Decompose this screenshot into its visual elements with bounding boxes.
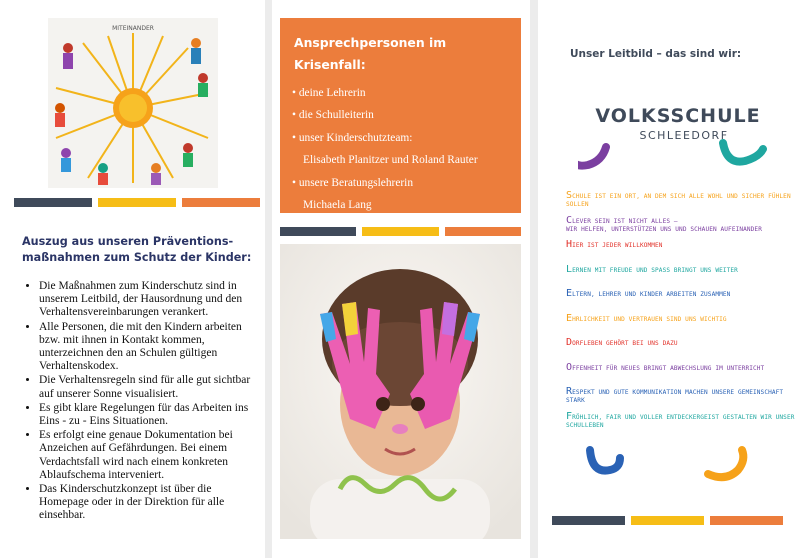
value-initial: O [566, 361, 573, 373]
list-item: • Das Kinderschutzkonzept ist über die Homepage oder in der Direktion für alle einsehbar. [39, 483, 258, 523]
bar-dark [14, 198, 92, 207]
contact-list [292, 82, 517, 216]
value-initial: F [566, 410, 573, 422]
bar-orange [182, 198, 260, 207]
value-item [566, 241, 798, 266]
list-item: • unser Kinderschutzteam: [292, 127, 517, 149]
value-initial: H [566, 239, 573, 250]
value-text: LEVER SEIN IST NICHT ALLES – WIR HELFEN, UNTERSTÜTZEN UNS UND SCHAUEN AUFEINANDER [566, 217, 762, 233]
prevention-list [22, 280, 258, 524]
color-bars [552, 516, 783, 525]
value-item [566, 214, 798, 242]
color-bars [280, 227, 521, 236]
value-item [566, 290, 798, 315]
arc-decoration [568, 438, 778, 488]
bar-orange [445, 227, 521, 236]
list-item: • Alle Personen, die mit den Kindern arbeiten bzw. mit ihnen in Kontakt kommen, unterzeichnen den an Schulen gültigen Verhaltenskodex. [39, 321, 258, 374]
child-painted-hands-image [280, 244, 521, 539]
list-item: • unsere Beratungslehrerin [292, 172, 517, 194]
value-text: RÖHLICH, FAIR UND VOLLER ENTDECKERGEIST GESTALTEN WIR UNSER SCHULLEBEN [566, 413, 795, 429]
mission-title: Unser Leitbild – das sind wir: [570, 48, 742, 60]
sun-drawing [48, 18, 218, 188]
list-item: • Die Verhaltensregeln sind für alle gut sichtbar auf unserer Sonne visualisiert. [39, 374, 258, 400]
bar-yellow [631, 516, 704, 525]
contact-title: Ansprechpersonen im Krisenfall: [294, 35, 447, 72]
value-initial: E [566, 312, 573, 324]
value-text: ERNEN MIT FREUDE UND SPASS BRINGT UNS WEITER [572, 266, 738, 274]
school-logo [578, 95, 778, 175]
color-bars [14, 198, 260, 207]
school-logo-image [578, 95, 778, 175]
value-text: LTERN, LEHRER UND KINDER ARBEITEN ZUSAMMEN [572, 291, 731, 298]
value-initial: R [566, 386, 573, 397]
bar-orange [710, 516, 783, 525]
panel-mission [538, 0, 800, 558]
value-initial: L [566, 263, 573, 275]
bar-yellow [98, 198, 176, 207]
value-initial: D [566, 337, 573, 348]
list-item: • deine Lehrerin [292, 82, 517, 104]
panel-prevention [0, 0, 265, 558]
value-initial: S [566, 190, 573, 201]
bar-dark [552, 516, 625, 525]
value-initial: E [566, 288, 573, 299]
value-item [566, 410, 798, 438]
value-text: HRLICHKEIT UND VERTRAUEN SIND UNS WICHTIG [572, 315, 727, 323]
bar-dark [280, 227, 356, 236]
value-text: CHULE IST EIN ORT, AN DEM SICH ALLE WOHL UND SICHER FÜHLEN SOLLEN [566, 193, 791, 208]
list-item: • Die Maßnahmen zum Kinderschutz sind in unserem Leitbild, der Hausordnung und den Verhaltensvereinbarungen verankert. [39, 280, 258, 320]
list-item: • die Schulleiterin [292, 104, 517, 126]
value-text: IER IST JEDER WILLKOMMEN [572, 242, 663, 249]
mission-values-list [566, 192, 798, 437]
prevention-title: Auszug aus unseren Präventions-maßnahmen zum Schutz der Kinder: [22, 235, 252, 264]
value-text: ORFLEBEN GEHÖRT BEI UNS DAZU [572, 340, 678, 347]
value-item [566, 361, 798, 389]
value-text: FFENHEIT FÜR NEUES BRINGT ABWECHSLUNG IM UNTERRICHT [572, 364, 765, 372]
list-item: Elisabeth Planitzer und Roland Rauter [303, 154, 478, 167]
value-item [566, 263, 798, 291]
panel-contacts [272, 0, 530, 558]
list-item: • Es erfolgt eine genaue Dokumentation bei Anzeichen auf Gefährdungen. Bei einem Verdachtsfall wird nach einem konkreten Ablaufschema interveniert. [39, 429, 258, 482]
list-item: Michaela Lang [303, 199, 372, 212]
value-text: ESPEKT UND GUTE KOMMUNIKATION MACHEN UNSERE GEMEINSCHAFT STARK [566, 389, 784, 404]
sun-drawing-image [48, 18, 218, 188]
drawing-label: MITEINANDER [112, 25, 154, 32]
value-item [566, 192, 798, 217]
list-item: • Es gibt klare Regelungen für das Arbeiten ins Eins - zu - Eins Situationen. [39, 402, 258, 428]
value-item [566, 339, 798, 364]
logo-arcs [568, 438, 778, 488]
bar-yellow [362, 227, 438, 236]
contact-box [280, 18, 521, 213]
logo-line1: VOLKSSCHULE [595, 105, 761, 127]
value-item [566, 388, 798, 413]
logo-line2: SCHLEEDORF [639, 129, 729, 142]
value-initial: C [566, 214, 573, 226]
value-item [566, 312, 798, 340]
child-photo [280, 244, 521, 539]
